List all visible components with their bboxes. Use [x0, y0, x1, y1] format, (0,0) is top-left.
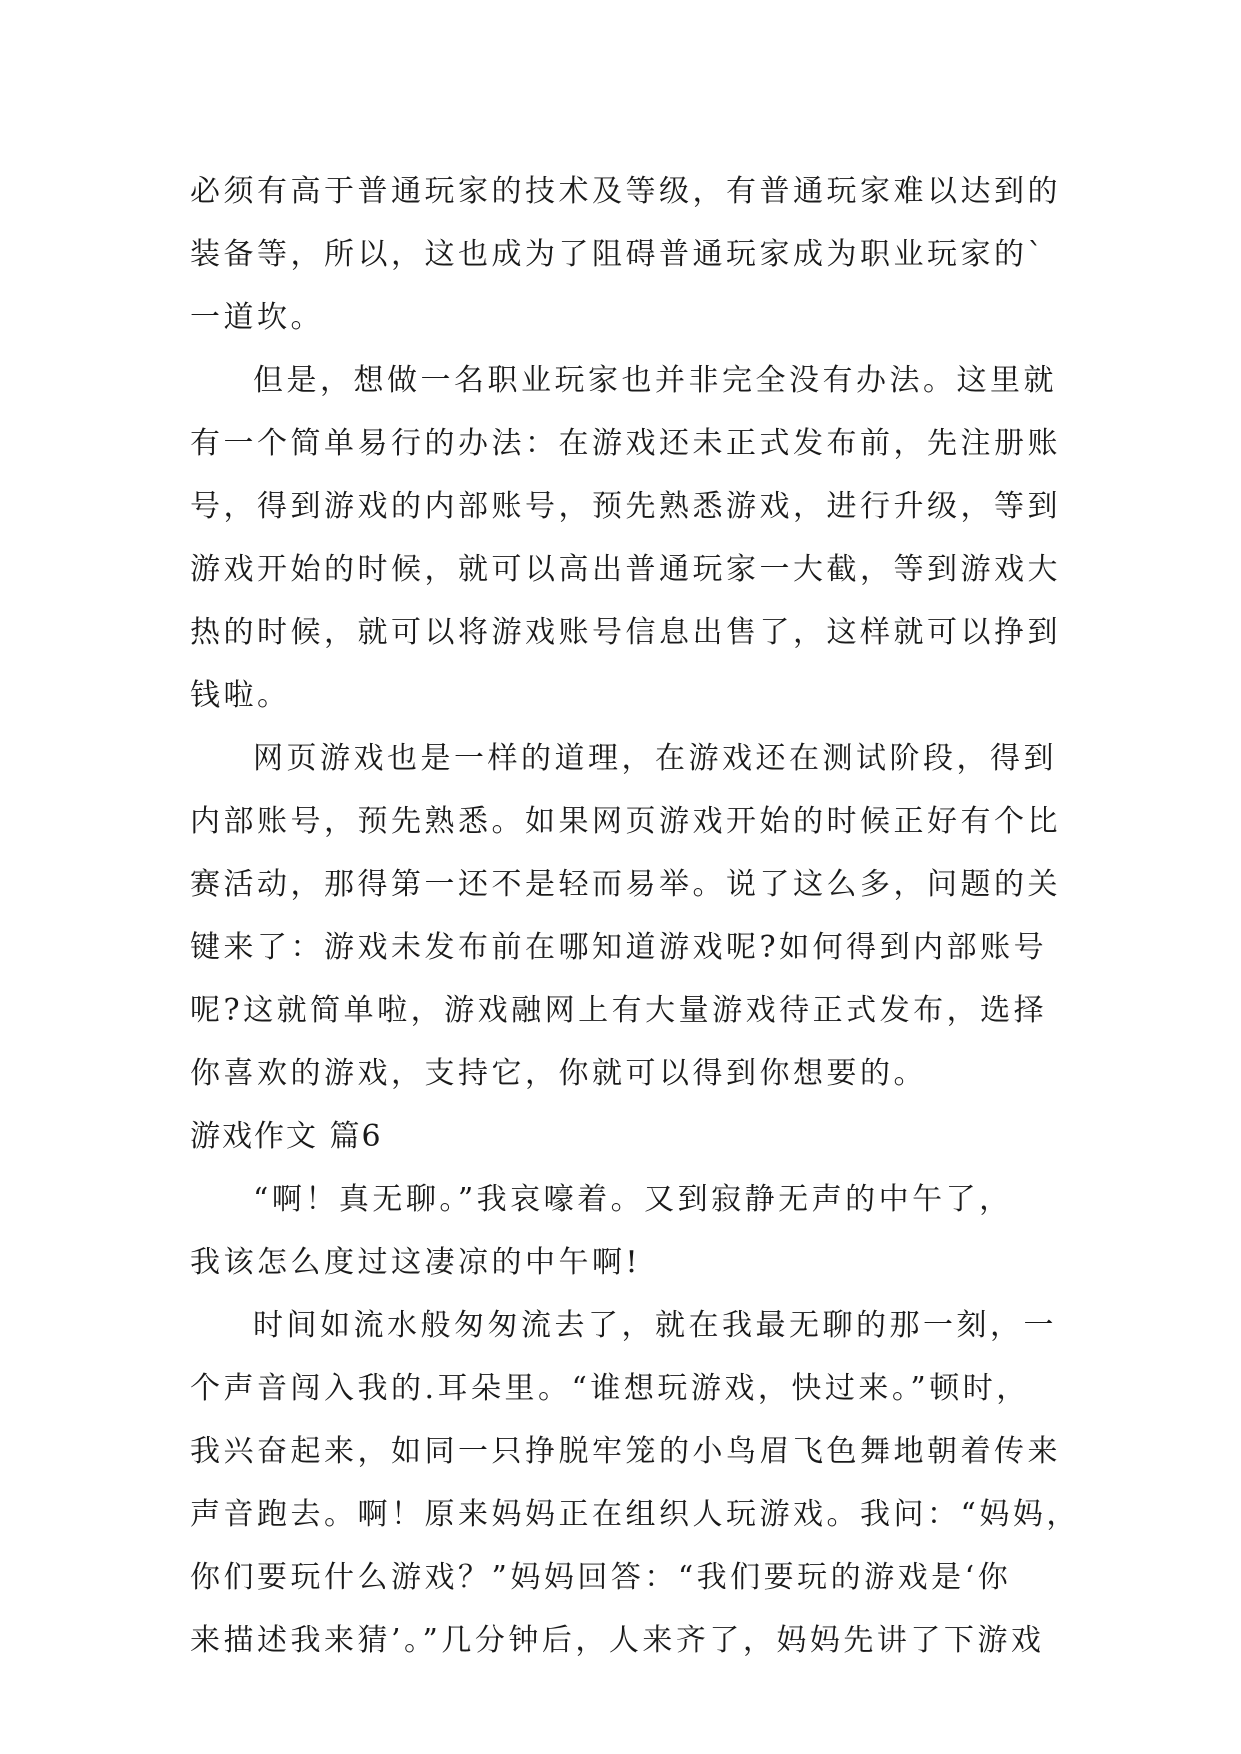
text-line: 你喜欢的游戏，支持它，你就可以得到你想要的。: [190, 1056, 927, 1091]
paragraph-1: [190, 160, 1060, 349]
text-line: “啊！真无聊。”我哀嚎着。又到寂静无声的中午了，: [253, 1182, 1013, 1217]
paragraph-2: [190, 349, 1060, 727]
text-line: 一道坎。: [190, 300, 324, 335]
text-line: 有一个简单易行的办法：在游戏还未正式发布前，先注册账: [190, 426, 1061, 461]
text-line: 个声音闯入我的.耳朵里。“谁想玩游戏，快过来。”顿时，: [190, 1371, 1030, 1406]
paragraph-4: [190, 1168, 1060, 1294]
text-line: 声音跑去。啊！原来妈妈正在组织人玩游戏。我问：“妈妈，: [190, 1497, 1080, 1532]
paragraph-3: [190, 727, 1060, 1105]
text-line: 键来了：游戏未发布前在哪知道游戏呢?如何得到内部账号: [190, 930, 1048, 965]
text-line: 时间如流水般匆匆流去了，就在我最无聊的那一刻，一: [253, 1308, 1057, 1343]
document-body: [190, 160, 1080, 1672]
text-line: 你们要玩什么游戏？”妈妈回答：“我们要玩的游戏是‘你: [190, 1560, 1012, 1595]
text-line: 我兴奋起来，如同一只挣脱牢笼的小鸟眉飞色舞地朝着传来: [190, 1434, 1061, 1469]
text-line: 号，得到游戏的内部账号，预先熟悉游戏，进行升级，等到: [190, 489, 1061, 524]
section-heading: 游戏作文 篇6: [190, 1119, 383, 1154]
text-line: 但是，想做一名职业玩家也并非完全没有办法。这里就: [253, 363, 1057, 398]
text-line: 热的时候，就可以将游戏账号信息出售了，这样就可以挣到: [190, 615, 1061, 650]
text-line: 呢?这就简单啦，游戏融网上有大量游戏待正式发布，选择: [190, 993, 1048, 1028]
text-line: 必须有高于普通玩家的技术及等级，有普通玩家难以达到的: [190, 174, 1061, 209]
text-line: 内部账号，预先熟悉。如果网页游戏开始的时候正好有个比: [190, 804, 1061, 839]
paragraph-5: [190, 1294, 1080, 1672]
text-line: 赛活动，那得第一还不是轻而易举。说了这么多，问题的关: [190, 867, 1061, 902]
text-line: 网页游戏也是一样的道理，在游戏还在测试阶段，得到: [253, 741, 1057, 776]
text-line: 装备等，所以，这也成为了阻碍普通玩家成为职业玩家的`: [190, 237, 1046, 272]
text-line: 我该怎么度过这凄凉的中午啊!: [190, 1245, 642, 1280]
text-line: 钱啦。: [190, 678, 291, 713]
text-line: 来描述我来猜’。”几分钟后，人来齐了，妈妈先讲了下游戏: [190, 1623, 1045, 1658]
text-line: 游戏开始的时候，就可以高出普通玩家一大截，等到游戏大: [190, 552, 1061, 587]
